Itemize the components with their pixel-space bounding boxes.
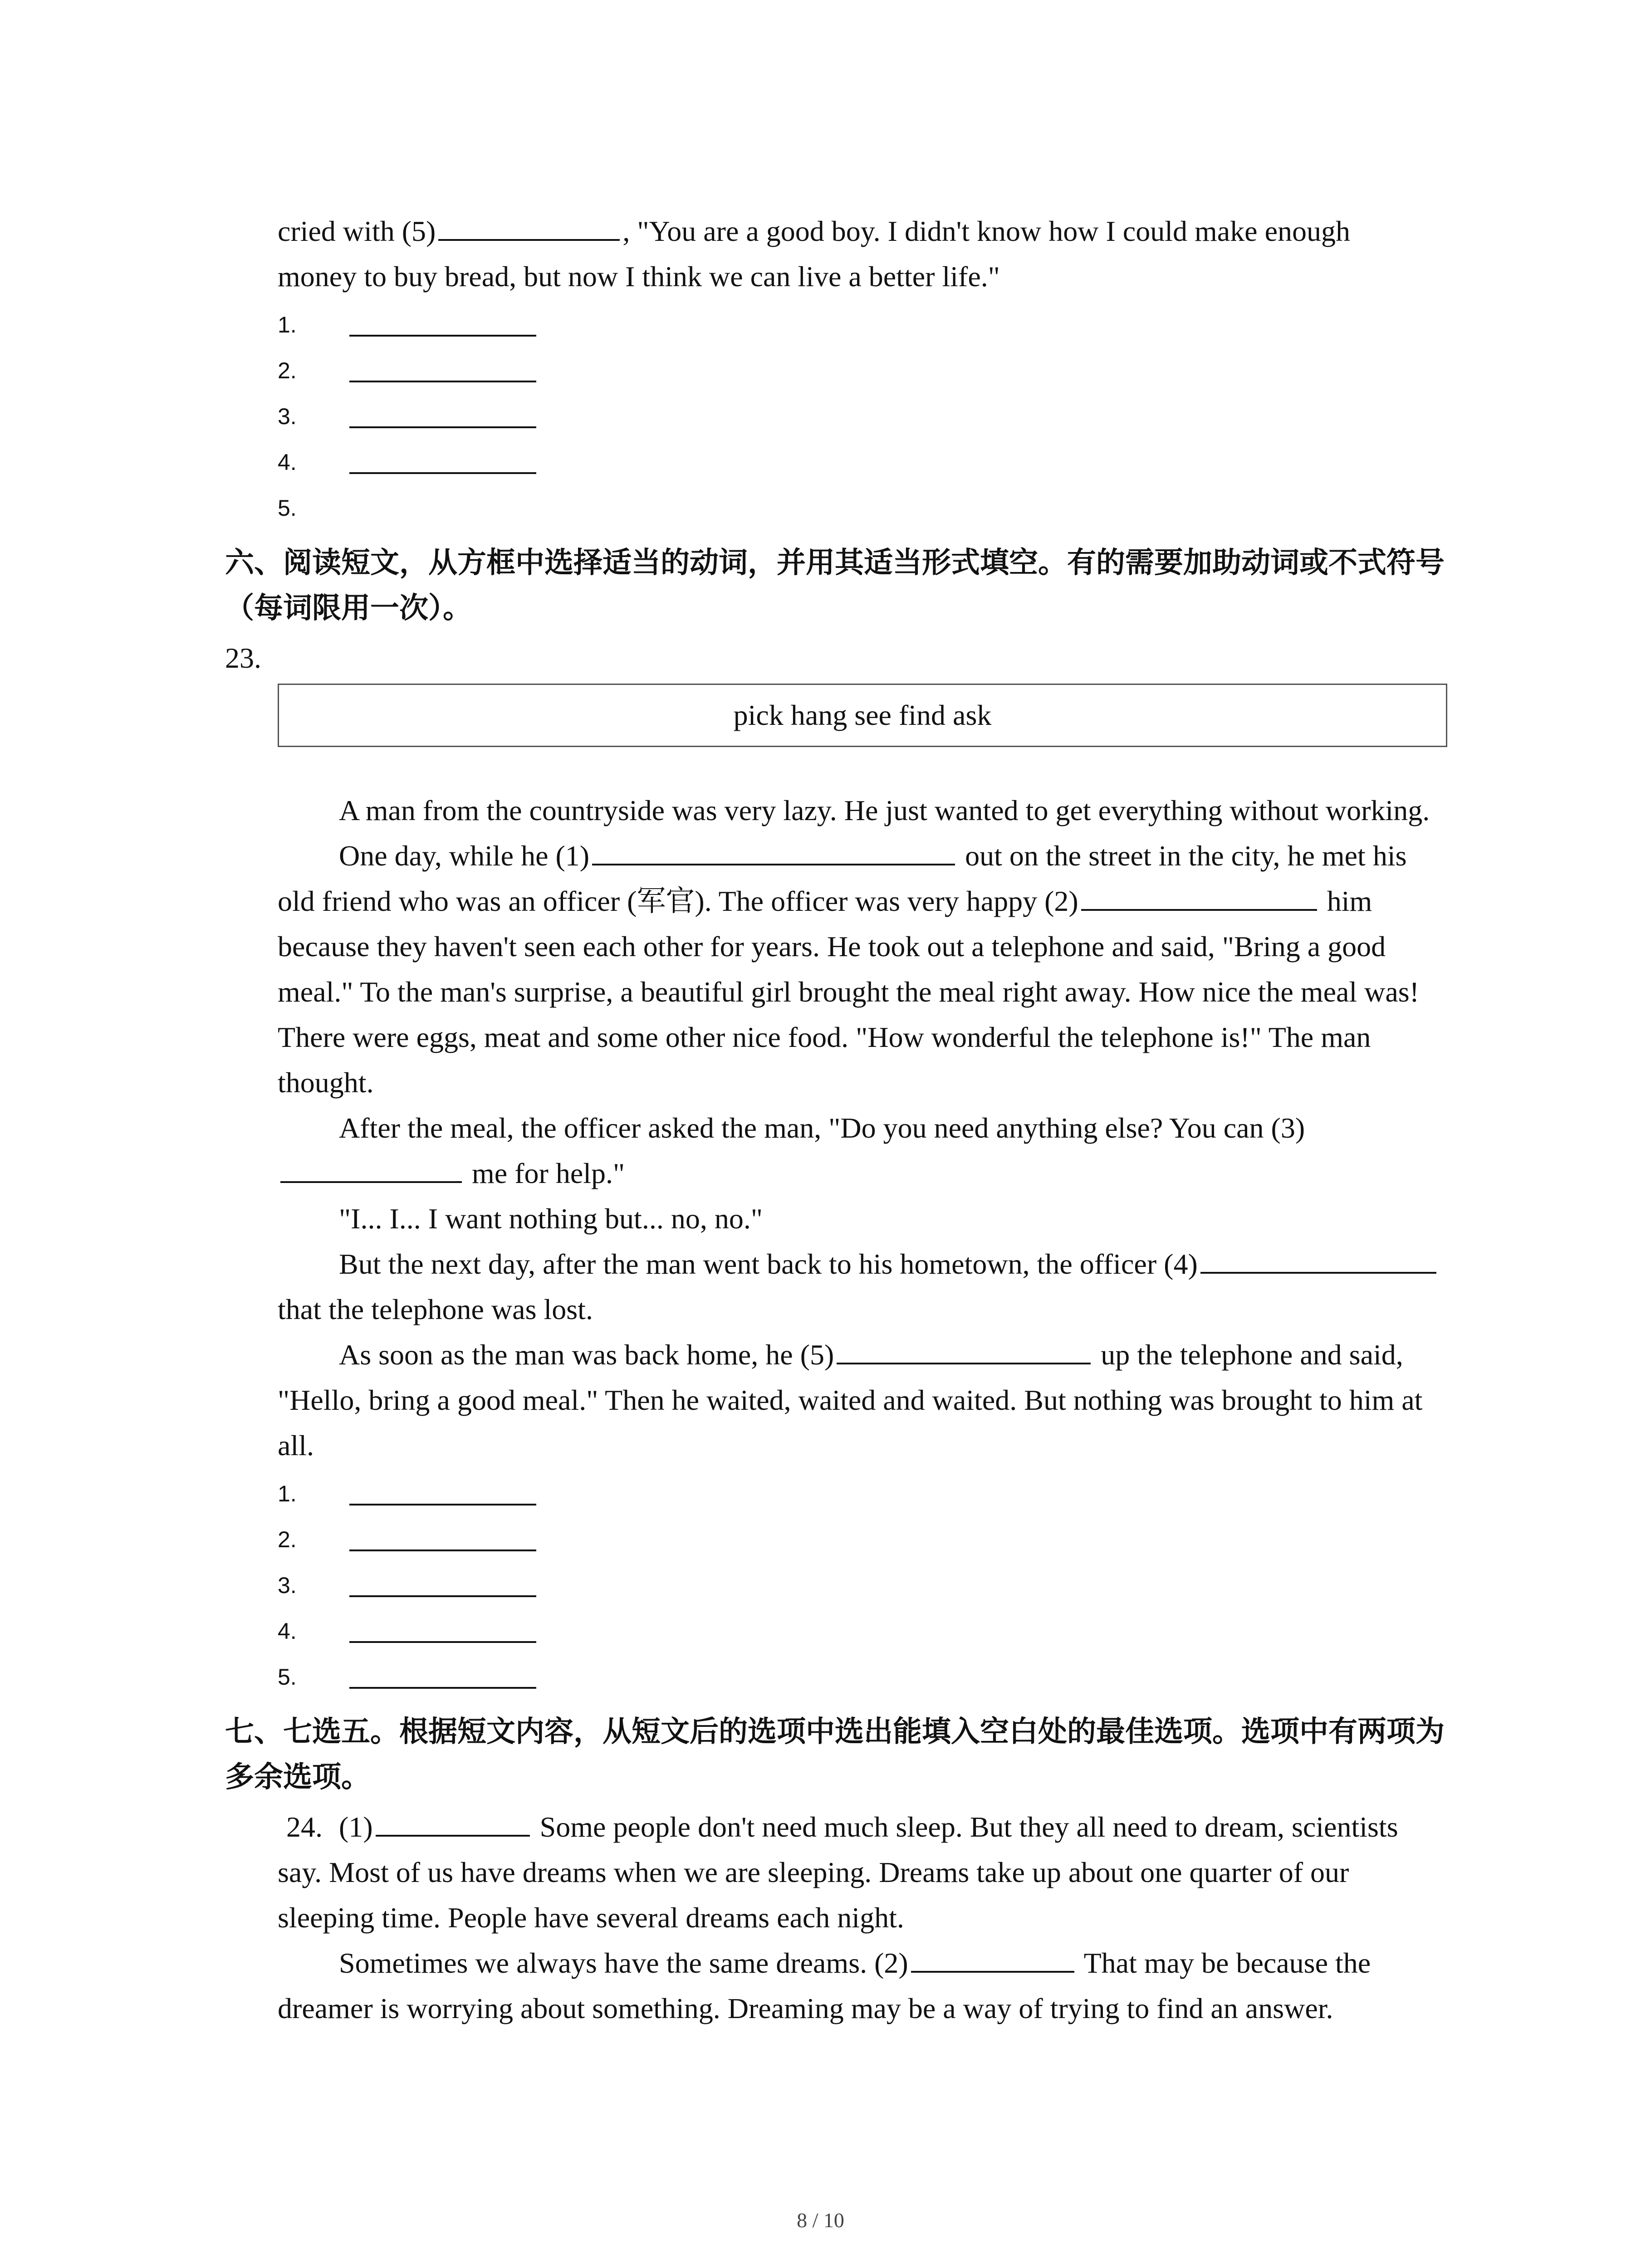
- answer-line[interactable]: [349, 1641, 536, 1643]
- passage-paragraph: "I... I... I want nothing but... no, no.": [339, 1202, 763, 1235]
- passage-text: , "You are a good boy. I didn't know how I could make enough: [622, 215, 1350, 247]
- answer-list-22: [278, 302, 1448, 531]
- question-number-24: 24.: [286, 1811, 323, 1843]
- passage-paragraph: A man from the countryside was very lazy. He just wanted to get everything without working.: [339, 794, 1430, 826]
- answer-number: 4.: [278, 1618, 297, 1644]
- passage-continuation: [278, 209, 1448, 299]
- answer-blank-1[interactable]: [376, 1808, 530, 1837]
- section-7-title: 七、七选五。根据短文内容，从短文后的选项中选出能填入空白处的最佳选项。选项中有两项为多余选项。: [225, 1715, 1445, 1794]
- answer-row: [278, 1471, 1448, 1517]
- passage-text: That may be because the dreamer is worrying about something. Dreaming may be a way of trying to find an answer.: [278, 1947, 1371, 2024]
- answer-line[interactable]: [349, 1504, 536, 1505]
- answer-blank-4[interactable]: [1200, 1245, 1436, 1274]
- answer-number: 2.: [278, 1527, 297, 1552]
- answer-row: [278, 440, 1448, 485]
- page-content: [225, 209, 1448, 2031]
- answer-blank-5[interactable]: [837, 1335, 1091, 1364]
- passage-text: Sometimes we always have the same dreams. (2): [339, 1947, 908, 1979]
- answer-line[interactable]: [349, 1687, 536, 1689]
- answer-row: [278, 302, 1448, 348]
- passage-text: But the next day, after the man went back to his hometown, the officer (4): [339, 1248, 1198, 1280]
- passage-text: One day, while he (1): [339, 840, 590, 872]
- passage-text: up the telephone and said, "Hello, bring a good meal." Then he waited, waited and waited. But nothing was brought to him at all.: [278, 1339, 1423, 1461]
- answer-number: 4.: [278, 450, 297, 475]
- passage-text: me for help.": [465, 1157, 625, 1189]
- answer-line[interactable]: [349, 472, 536, 474]
- passage-paragraph: [278, 1105, 1448, 1196]
- passage-text: that the telephone was lost.: [278, 1293, 593, 1325]
- passage-text: out on the street in the city, he met his old friend who was an officer (军官). The officer was very happy (2): [278, 840, 1407, 917]
- passage-text: After the meal, the officer asked the man, "Do you need anything else? You can (3): [339, 1112, 1305, 1144]
- answer-list-23: [278, 1471, 1448, 1700]
- answer-line[interactable]: [349, 1549, 536, 1551]
- answer-row: [278, 348, 1448, 394]
- answer-row: [278, 485, 1448, 531]
- answer-blank-2[interactable]: [1081, 882, 1317, 911]
- passage-paragraph: [278, 1332, 1448, 1468]
- answer-line[interactable]: [349, 335, 536, 337]
- passage-text: cried with (5): [278, 215, 436, 247]
- answer-number: 3.: [278, 404, 297, 429]
- answer-number: 2.: [278, 358, 297, 383]
- question-24: [278, 1804, 1448, 2031]
- passage-paragraph: [278, 1804, 1448, 1941]
- page-indicator: 8 / 10: [797, 2209, 844, 2232]
- answer-row: [278, 394, 1448, 440]
- passage-text: (1): [339, 1811, 373, 1843]
- answer-blank-5[interactable]: [438, 212, 620, 241]
- answer-line[interactable]: [349, 1595, 536, 1597]
- passage-paragraph: [278, 1941, 1448, 2031]
- passage-text: money to buy bread, but now I think we can live a better life.": [278, 260, 1000, 293]
- passage-paragraph: [278, 833, 1448, 1105]
- passage-paragraph: [278, 1242, 1448, 1332]
- word-box: [278, 684, 1447, 747]
- passage-text: As soon as the man was back home, he (5): [339, 1339, 834, 1371]
- answer-number: 1.: [278, 312, 297, 337]
- answer-row: [278, 1517, 1448, 1563]
- answer-number: 1.: [278, 1481, 297, 1506]
- answer-blank-1[interactable]: [592, 836, 955, 865]
- answer-number: 5.: [278, 1664, 297, 1690]
- answer-blank-2[interactable]: [911, 1944, 1074, 1973]
- word-box-text: pick hang see find ask: [733, 699, 992, 731]
- answer-row: [278, 1608, 1448, 1654]
- answer-number: 3.: [278, 1573, 297, 1598]
- question-number-23: 23.: [225, 642, 261, 674]
- answer-line[interactable]: [349, 426, 536, 428]
- answer-row: [278, 1654, 1448, 1700]
- section-6-title: 六、阅读短文，从方框中选择适当的动词，并用其适当形式填空。有的需要加助动词或不式符号（每词限用一次）。: [225, 546, 1445, 625]
- passage-text: him because they haven't seen each other for years. He took out a telephone and said, "Bring a good meal." To the man's surprise, a beautiful girl brought the meal right away. How nice the meal was! There were eggs, meat and some other nice food. "How wonderful the telephone is!" The man thought.: [278, 885, 1419, 1099]
- answer-line[interactable]: [349, 381, 536, 382]
- answer-blank-3[interactable]: [280, 1154, 462, 1183]
- passage-text: Some people don't need much sleep. But they all need to dream, scientists say. Most of us have dreams when we are sleeping. Dreams take up about one quarter of our sleeping time. People have several dreams each night.: [278, 1811, 1398, 1934]
- answer-number: 5.: [278, 495, 297, 521]
- answer-row: [278, 1563, 1448, 1608]
